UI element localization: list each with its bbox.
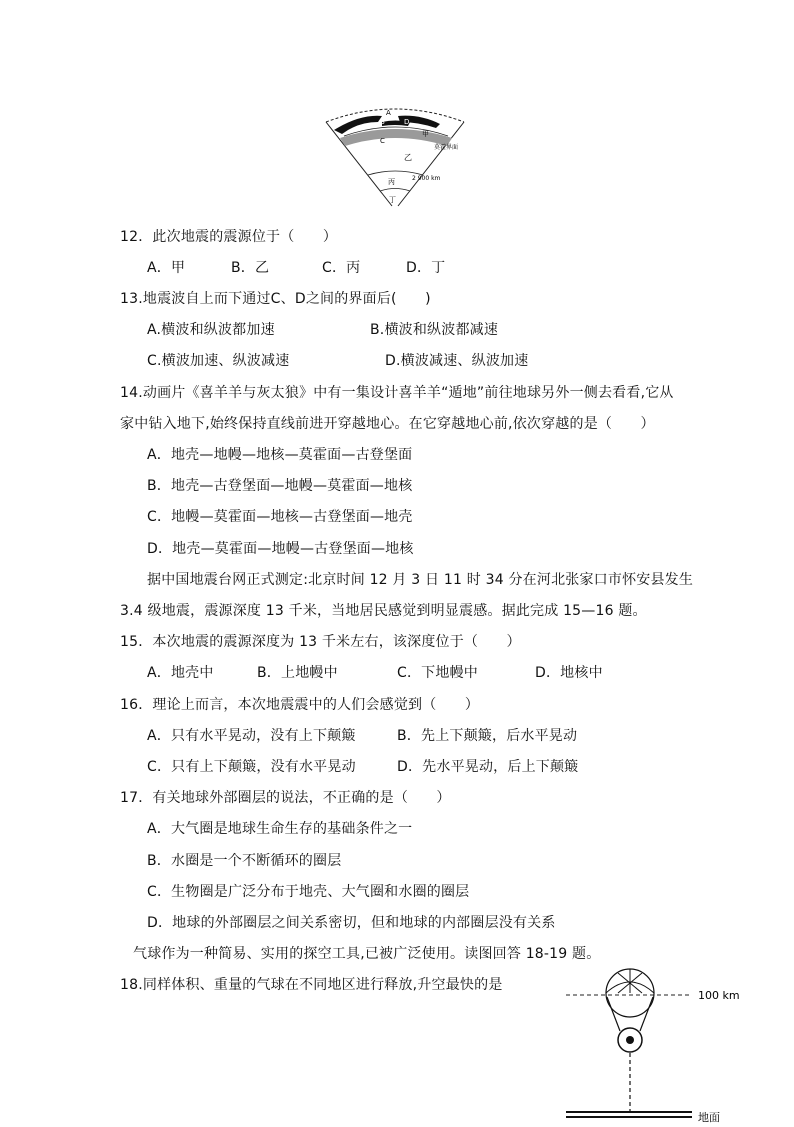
q14-option-a: A．地壳—地幔—地核—莫霍面—古登堡面 [147, 447, 413, 463]
q15-stem: 15．本次地震的震源深度为 13 千米左右，该深度位于（ ） [120, 634, 521, 650]
q13-option-a: A.横波和纵波都加速 [147, 322, 275, 338]
q12-option-d: D．丁 [406, 260, 446, 276]
earth-structure-figure [320, 102, 470, 214]
q13-option-b: B.横波和纵波都减速 [370, 322, 499, 338]
q13-option-d: D.横波减速、纵波加速 [385, 353, 529, 369]
ground-label: 地面 [698, 1111, 720, 1123]
label-yi: 乙 [404, 153, 412, 162]
q17-option-b: B．水圈是一个不断循环的圈层 [147, 853, 342, 869]
q14-option-d: D．地壳—莫霍面—地幔—古登堡面—地核 [147, 541, 414, 557]
moho-label: 莫霍界面 [434, 144, 459, 151]
passage1-line1: 据中国地震台网正式测定:北京时间 12 月 3 日 11 时 34 分在河北张家口市怀安县发生 [147, 572, 694, 588]
label-ding: 丁 [389, 196, 396, 204]
q16-option-a: A．只有水平晃动，没有上下颠簸 [147, 728, 356, 744]
q12-option-a: A．甲 [147, 260, 186, 276]
label-d: D [404, 118, 410, 126]
q13-option-c: C.横波加速、纵波减速 [147, 353, 290, 369]
passage2-line1: 气球作为一种简易、实用的探空工具,已被广泛使用。读图回答 18-19 题。 [133, 946, 601, 962]
balloon-figure [560, 965, 750, 1123]
q12-option-b: B．乙 [231, 260, 270, 276]
q16-option-c: C．只有上下颠簸，没有水平晃动 [147, 759, 356, 775]
q16-option-d: D．先水平晃动，后上下颠簸 [397, 759, 579, 775]
q16-stem: 16．理论上而言，本次地震震中的人们会感觉到（ ） [120, 697, 480, 713]
q18-stem: 18.同样体积、重量的气球在不同地区进行释放,升空最快的是 [120, 977, 503, 993]
q14-option-c: C．地幔—莫霍面—地核—古登堡面—地壳 [147, 509, 413, 525]
q17-option-d: D．地球的外部圈层之间关系密切，但和地球的内部圈层没有关系 [147, 915, 556, 931]
label-bing: 丙 [388, 178, 395, 186]
q12-option-c: C．丙 [322, 260, 361, 276]
q15-option-c: C．下地幔中 [397, 665, 478, 681]
height-label: 100 km [698, 989, 740, 1002]
label-b: B [380, 118, 385, 126]
q15-option-d: D．地核中 [535, 665, 603, 681]
q17-option-a: A．大气圈是地球生命生存的基础条件之一 [147, 821, 413, 837]
q13-stem: 13.地震波自上而下通过C、D之间的界面后( ) [120, 291, 431, 307]
q12-stem: 12．此次地震的震源位于（ ） [120, 229, 338, 245]
label-a: A [386, 109, 391, 117]
label-c: C [380, 137, 385, 145]
q15-option-b: B．上地幔中 [257, 665, 338, 681]
label-jia: 甲 [422, 130, 429, 138]
q15-option-a: A．地壳中 [147, 665, 214, 681]
q17-stem: 17．有关地球外部圈层的说法，不正确的是（ ） [120, 790, 451, 806]
depth-label: 2 900 km [412, 175, 441, 182]
q14-stem-line1: 14.动画片《喜羊羊与灰太狼》中有一集设计喜羊羊“遁地”前往地球另外一侧去看看,它从 [120, 385, 674, 401]
q14-option-b: B．地壳—古登堡面—地幔—莫霍面—地核 [147, 478, 413, 494]
q16-option-b: B．先上下颠簸，后水平晃动 [397, 728, 578, 744]
q17-option-c: C．生物圈是广泛分布于地壳、大气圈和水圈的圈层 [147, 884, 470, 900]
passage1-line2: 3.4 级地震，震源深度 13 千米，当地居民感觉到明显震感。据此完成 15—16 题。 [120, 603, 647, 619]
q14-stem-line2: 家中钻入地下,始终保持直线前进开穿越地心。在它穿越地心前,依次穿越的是（ ） [120, 416, 655, 432]
